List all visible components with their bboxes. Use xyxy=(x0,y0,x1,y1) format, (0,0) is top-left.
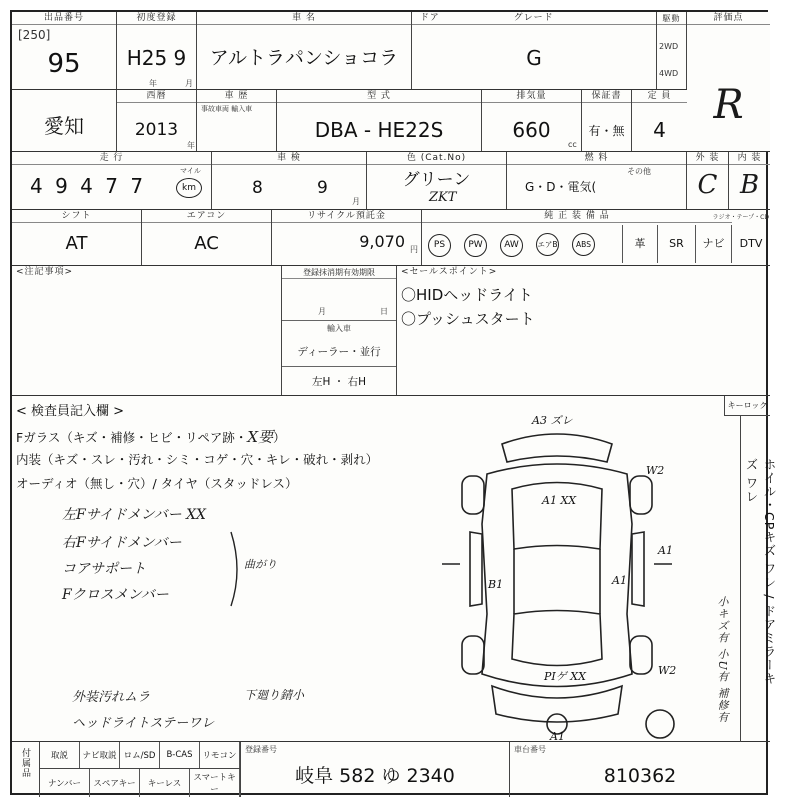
western-year-unit: 年 xyxy=(187,141,195,150)
reg-month: 月 xyxy=(318,307,326,316)
region: 愛知 xyxy=(44,114,84,138)
chassis-number-cell xyxy=(510,742,770,797)
mark-right-side: A1 xyxy=(658,544,673,557)
sales-cell xyxy=(397,266,770,395)
row-notes xyxy=(12,266,770,396)
year-unit: 年 xyxy=(149,79,157,88)
recycle-cell xyxy=(272,210,422,265)
color-code: ZKT xyxy=(429,190,457,205)
model: DBA - HE22S xyxy=(314,118,444,142)
inspection-title: < 検査員記入欄 > xyxy=(16,404,125,419)
grade-label: グレード xyxy=(513,13,554,23)
displacement-label: 排気量 xyxy=(482,91,581,103)
color-label: 色 (Cat.No) xyxy=(367,153,506,165)
displacement: 660 xyxy=(512,118,551,142)
western-year-label: 西暦 xyxy=(117,91,196,103)
drive-cell xyxy=(657,12,687,89)
inspection-day: 9 xyxy=(317,178,328,198)
accessory-bottom-row xyxy=(40,769,240,797)
first-reg-label: 初度登録 xyxy=(117,13,196,25)
door-label: ドア xyxy=(420,13,440,23)
fglass-line-end: ） xyxy=(273,430,286,445)
mark-rear-right: W2 xyxy=(658,664,677,677)
recycle-unit: 円 xyxy=(410,245,418,254)
equipment-leather: 革 xyxy=(622,225,658,263)
inspection-area xyxy=(12,396,777,743)
radio-label: ラジオ・テープ・CD xyxy=(712,214,769,221)
drive-2wd: 2WD xyxy=(659,42,679,51)
mileage: 4 9 4 7 7 xyxy=(30,174,147,198)
inspection-month: 8 xyxy=(252,178,263,198)
interior-cell xyxy=(729,152,770,209)
month-unit: 月 xyxy=(185,79,193,88)
displacement-cell xyxy=(482,90,582,151)
chassis-history-cell xyxy=(197,90,277,151)
keylock-label: キーロック xyxy=(724,396,770,416)
hand-note-2: 右Fサイドメンバー xyxy=(62,535,182,551)
warranty-label: 保証書 xyxy=(582,91,631,103)
mark-right-door: A1 xyxy=(612,574,627,587)
equipment-dtv: DTV xyxy=(739,237,763,250)
drive-4wd: 4WD xyxy=(659,69,679,78)
region-cell xyxy=(12,90,117,151)
mark-front-right: W2 xyxy=(646,464,665,477)
lot-cell xyxy=(12,12,117,89)
accessory-item: B-CAS xyxy=(160,742,200,768)
fglass-mark: X要 xyxy=(247,428,274,446)
grade-cell xyxy=(412,12,657,89)
right-vertical-note: ホイル・CPキズ ワレ / ドアミラーキズ ワレ xyxy=(744,458,777,686)
shift-cell xyxy=(12,210,142,265)
accessory-top-row xyxy=(40,742,240,769)
row-model-info xyxy=(12,90,770,152)
equipment-circled-item: ABS xyxy=(572,233,595,256)
exterior-label: 外 装 xyxy=(687,153,728,165)
interior-line: 内装（キズ・スレ・汚れ・シミ・コゲ・穴・キレ・破れ・剥れ） xyxy=(16,452,379,467)
equipment-circled-item: PW xyxy=(464,234,487,257)
accessory-label: 付属品 xyxy=(20,748,30,778)
accessory-item: スペアキー xyxy=(90,769,140,797)
first-reg-cell xyxy=(117,12,197,89)
import-route: ディーラー・並行 xyxy=(297,346,381,358)
fglass-line: Fガラス（キズ・補修・ヒビ・リペア跡・ xyxy=(16,430,248,445)
equipment-circled-item: PS xyxy=(428,234,451,257)
plate-cell xyxy=(240,742,510,797)
mileage-label: 走 行 xyxy=(12,153,211,165)
sales-point-2: 〇プッシュスタート xyxy=(401,310,535,328)
mark-left-side: B1 xyxy=(488,578,504,591)
recycle-label: リサイクル預託金 xyxy=(272,211,421,223)
equipment-circled-list xyxy=(428,232,608,257)
lot-label: 出品番号 xyxy=(12,13,116,25)
equipment-circled-item: エアB xyxy=(536,233,559,256)
plate-label: 登録番号 xyxy=(245,745,277,754)
warranty-cell xyxy=(582,90,632,151)
handle-side: 左H ・ 右H xyxy=(312,376,366,388)
hand-note-4: Fクロスメンバー xyxy=(62,587,169,603)
fuel-options: G・D・電気( xyxy=(525,180,597,194)
first-reg: H25 9 xyxy=(126,46,187,70)
caution-label: <注記事項> xyxy=(16,267,74,277)
hand-note-1: 左Fサイドメンバー XX xyxy=(62,507,206,523)
inspection-label: 車 検 xyxy=(212,153,366,165)
equipment-cell xyxy=(422,210,770,265)
km-circle: km xyxy=(176,178,202,198)
accessory-item: スマートキー xyxy=(190,769,240,797)
shift: AT xyxy=(65,233,88,254)
score: R xyxy=(713,82,744,128)
mark-hood: A1 XX xyxy=(542,494,577,507)
mark-rear-bumper: A1 xyxy=(550,730,565,743)
western-year: 2013 xyxy=(134,120,179,140)
car-name: アルトラパンショコラ xyxy=(209,47,399,69)
fuel-label: 燃 料 xyxy=(507,153,686,165)
exterior-cell xyxy=(687,152,729,209)
seats-cell xyxy=(632,90,687,151)
import-route-label: 輸入車 xyxy=(327,324,351,333)
under-note: 下廻り錆小 xyxy=(244,688,305,702)
ac: AC xyxy=(194,233,219,254)
displacement-unit: cc xyxy=(568,140,577,149)
footer xyxy=(12,742,770,797)
accessory-item: リモコン xyxy=(200,742,240,768)
interior-label: 内 装 xyxy=(729,153,770,165)
row-equipment xyxy=(12,210,770,266)
seats-label: 定 員 xyxy=(632,91,687,103)
mile-label: マイル xyxy=(180,167,201,175)
inspection-month-unit: 月 xyxy=(352,197,360,206)
car-diagram xyxy=(432,414,682,742)
accessory-item: キーレス xyxy=(140,769,190,797)
score-label: 評価点 xyxy=(687,13,770,25)
right-vertical-hand: 小キズ有 小U有 補修有 xyxy=(716,596,729,724)
interior: B xyxy=(739,170,760,200)
hand-note-5: 外装汚れムラ xyxy=(72,690,151,705)
chassis-number: 810362 xyxy=(603,765,677,787)
accessory-item: ナンバー xyxy=(40,769,90,797)
warranty: 有・無 xyxy=(588,124,625,138)
ac-label: エアコン xyxy=(142,211,271,223)
accessory-label-cell xyxy=(12,742,40,797)
equipment-sunroof: SR xyxy=(658,225,696,263)
exterior: C xyxy=(697,170,718,200)
western-year-cell xyxy=(117,90,197,151)
lot-sub: [250] xyxy=(18,28,51,42)
accessory-item: 取説 xyxy=(40,742,80,768)
inspection-cell xyxy=(212,152,367,209)
mileage-cell xyxy=(12,152,212,209)
shift-label: シフト xyxy=(12,211,141,223)
plate-number: 岐阜 582 ゆ 2340 xyxy=(295,765,455,787)
grade: G xyxy=(526,46,542,70)
chassis-label: 車 歴 xyxy=(197,91,276,103)
seats: 4 xyxy=(653,118,666,142)
drive-label: 駆動 xyxy=(657,13,686,25)
mark-trunk: PIゲ XX xyxy=(544,670,586,683)
ac-cell xyxy=(142,210,272,265)
chassis-sub: 事故車両 輸入車 xyxy=(201,105,253,113)
model-cell xyxy=(277,90,482,151)
audio-line: オーディオ（無し・穴）/ タイヤ（スタッドレス） xyxy=(16,476,298,491)
caution-cell xyxy=(12,266,282,395)
mark-front-bumper: A3 ズレ xyxy=(532,414,573,427)
fuel-other: その他 xyxy=(627,167,651,176)
reg-day: 日 xyxy=(380,307,388,316)
car-name-cell xyxy=(197,12,412,89)
lot-number: 95 xyxy=(47,49,81,79)
accessory-item: ナビ取説 xyxy=(80,742,120,768)
reg-label: 登録抹消期有効期限 xyxy=(282,267,396,279)
sales-label: <セールスポイント> xyxy=(401,267,498,277)
hand-note-3: コアサポート xyxy=(62,561,146,577)
color-cell xyxy=(367,152,507,209)
registration-cell xyxy=(282,266,397,395)
row-mileage xyxy=(12,152,770,210)
color: グリーン xyxy=(402,170,471,190)
equipment-label: 純 正 装 備 品 xyxy=(422,211,732,223)
chassis-number-label: 車台番号 xyxy=(514,745,546,754)
bend-note: 曲がり xyxy=(244,558,277,571)
accessory-item: ロム/SD xyxy=(120,742,160,768)
auction-sheet xyxy=(10,10,777,795)
model-label: 型 式 xyxy=(277,91,481,103)
recycle: 9,070 xyxy=(359,232,405,251)
fuel-cell xyxy=(507,152,687,209)
equipment-circled-item: AW xyxy=(500,234,523,257)
car-name-label: 車 名 xyxy=(197,13,411,25)
sales-point-1: 〇HIDヘッドライト xyxy=(401,286,533,304)
score-cell xyxy=(687,12,770,152)
hand-note-6: ヘッドライトステーワレ xyxy=(72,716,215,731)
equipment-navi: ナビ xyxy=(696,225,732,263)
